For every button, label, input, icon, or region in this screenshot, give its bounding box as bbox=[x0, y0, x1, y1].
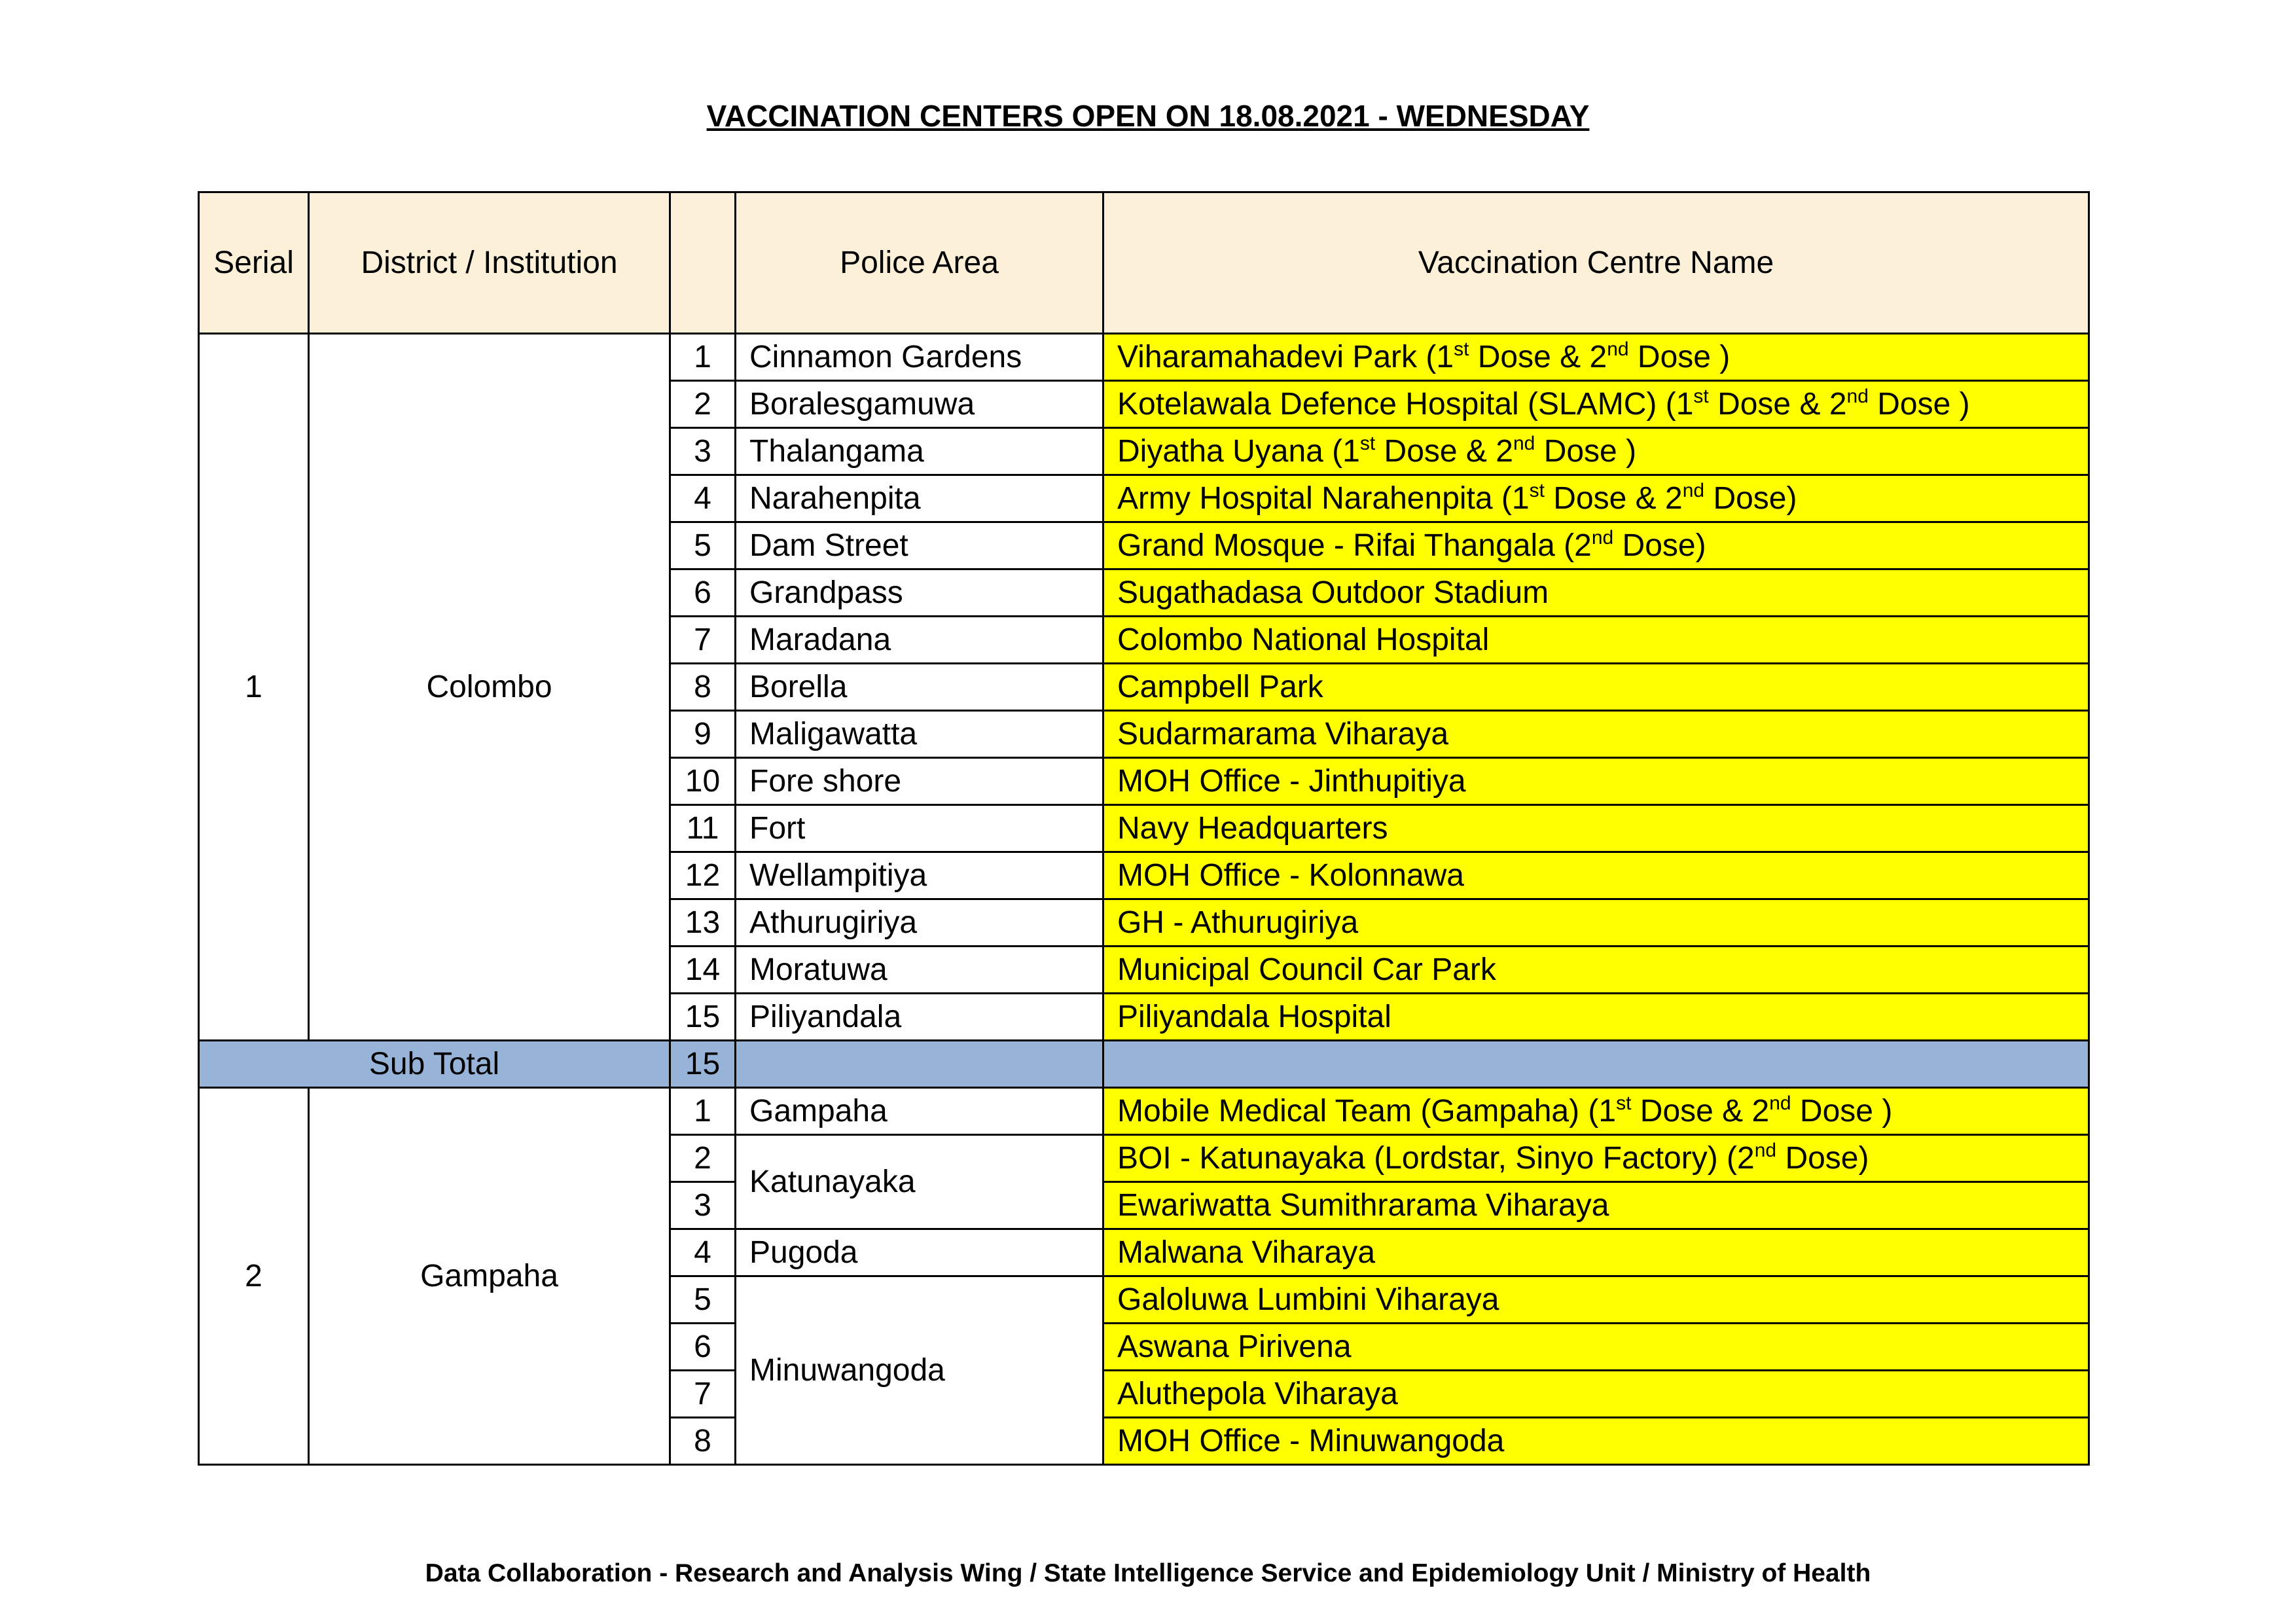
row-number: 12 bbox=[670, 852, 736, 899]
police-area-cell: Katunayaka bbox=[736, 1135, 1103, 1229]
row-number: 4 bbox=[670, 1229, 736, 1276]
district-cell: Colombo bbox=[309, 334, 670, 1041]
row-number: 8 bbox=[670, 664, 736, 711]
vaccination-centre-cell: Grand Mosque - Rifai Thangala (2nd Dose) bbox=[1103, 522, 2089, 569]
police-area-cell: Narahenpita bbox=[736, 475, 1103, 522]
row-number: 15 bbox=[670, 994, 736, 1041]
vaccination-centre-cell: MOH Office - Kolonnawa bbox=[1103, 852, 2089, 899]
vaccination-centre-cell: Army Hospital Narahenpita (1st Dose & 2nd Dose) bbox=[1103, 475, 2089, 522]
table-row bbox=[199, 1088, 2089, 1135]
police-area-cell: Piliyandala bbox=[736, 994, 1103, 1041]
vaccination-centre-cell: Ewariwatta Sumithrarama Viharaya bbox=[1103, 1182, 2089, 1229]
footer-credit: Data Collaboration - Research and Analysis Wing / State Intelligence Service and Epidemiology Unit / Ministry of Health bbox=[425, 1559, 1871, 1587]
row-number: 4 bbox=[670, 475, 736, 522]
vaccination-centre-cell: BOI - Katunayaka (Lordstar, Sinyo Factory) (2nd Dose) bbox=[1103, 1135, 2089, 1182]
vaccination-centre-cell: Galoluwa Lumbini Viharaya bbox=[1103, 1276, 2089, 1324]
vaccination-centre-cell: Viharamahadevi Park (1st Dose & 2nd Dose ) bbox=[1103, 334, 2089, 381]
header-serial: Serial bbox=[199, 192, 309, 334]
table-row bbox=[199, 334, 2089, 381]
vaccination-centre-cell: Diyatha Uyana (1st Dose & 2nd Dose ) bbox=[1103, 428, 2089, 475]
vaccination-centre-cell: Aluthepola Viharaya bbox=[1103, 1371, 2089, 1418]
police-area-cell: Maradana bbox=[736, 617, 1103, 664]
row-number: 10 bbox=[670, 758, 736, 805]
police-area-cell: Pugoda bbox=[736, 1229, 1103, 1276]
vaccination-centre-cell: Malwana Viharaya bbox=[1103, 1229, 2089, 1276]
vaccination-centre-cell: Piliyandala Hospital bbox=[1103, 994, 2089, 1041]
row-number: 9 bbox=[670, 711, 736, 758]
police-area-cell: Moratuwa bbox=[736, 947, 1103, 994]
subtotal-value: 15 bbox=[670, 1041, 736, 1088]
district-cell: Gampaha bbox=[309, 1088, 670, 1465]
police-area-cell: Fore shore bbox=[736, 758, 1103, 805]
subtotal-row bbox=[199, 1041, 2089, 1088]
vaccination-centre-cell: GH - Athurugiriya bbox=[1103, 899, 2089, 947]
header-district: District / Institution bbox=[309, 192, 670, 334]
vaccination-centre-cell: MOH Office - Jinthupitiya bbox=[1103, 758, 2089, 805]
police-area-cell: Fort bbox=[736, 805, 1103, 852]
vaccination-centre-cell: Sudarmarama Viharaya bbox=[1103, 711, 2089, 758]
vaccination-centers-table bbox=[198, 191, 2090, 1466]
vaccination-centre-cell: Kotelawala Defence Hospital (SLAMC) (1st Dose & 2nd Dose ) bbox=[1103, 381, 2089, 428]
subtotal-label: Sub Total bbox=[199, 1041, 670, 1088]
page-title: VACCINATION CENTERS OPEN ON 18.08.2021 - WEDNESDAY bbox=[706, 99, 1590, 133]
vaccination-centre-cell: MOH Office - Minuwangoda bbox=[1103, 1418, 2089, 1465]
police-area-cell: Gampaha bbox=[736, 1088, 1103, 1135]
row-number: 6 bbox=[670, 1324, 736, 1371]
row-number: 2 bbox=[670, 1135, 736, 1182]
police-area-cell: Dam Street bbox=[736, 522, 1103, 569]
vaccination-centre-cell: Campbell Park bbox=[1103, 664, 2089, 711]
row-number: 2 bbox=[670, 381, 736, 428]
police-area-cell: Boralesgamuwa bbox=[736, 381, 1103, 428]
row-number: 7 bbox=[670, 617, 736, 664]
row-number: 7 bbox=[670, 1371, 736, 1418]
row-number: 11 bbox=[670, 805, 736, 852]
table-body bbox=[199, 334, 2089, 1465]
subtotal-empty-centre bbox=[1103, 1041, 2089, 1088]
police-area-cell: Maligawatta bbox=[736, 711, 1103, 758]
vaccination-centre-cell: Colombo National Hospital bbox=[1103, 617, 2089, 664]
vaccination-centre-cell: Municipal Council Car Park bbox=[1103, 947, 2089, 994]
police-area-cell: Grandpass bbox=[736, 569, 1103, 617]
police-area-cell: Cinnamon Gardens bbox=[736, 334, 1103, 381]
row-number: 3 bbox=[670, 1182, 736, 1229]
vaccination-centre-cell: Navy Headquarters bbox=[1103, 805, 2089, 852]
header-centre-name: Vaccination Centre Name bbox=[1103, 192, 2089, 334]
row-number: 3 bbox=[670, 428, 736, 475]
serial-cell: 2 bbox=[199, 1088, 309, 1465]
vaccination-centre-cell: Sugathadasa Outdoor Stadium bbox=[1103, 569, 2089, 617]
police-area-cell: Athurugiriya bbox=[736, 899, 1103, 947]
row-number: 5 bbox=[670, 1276, 736, 1324]
police-area-cell: Wellampitiya bbox=[736, 852, 1103, 899]
police-area-cell: Thalangama bbox=[736, 428, 1103, 475]
vaccination-centre-cell: Mobile Medical Team (Gampaha) (1st Dose & 2nd Dose ) bbox=[1103, 1088, 2089, 1135]
police-area-cell: Minuwangoda bbox=[736, 1276, 1103, 1465]
row-number: 6 bbox=[670, 569, 736, 617]
serial-cell: 1 bbox=[199, 334, 309, 1041]
row-number: 5 bbox=[670, 522, 736, 569]
row-number: 1 bbox=[670, 1088, 736, 1135]
subtotal-empty-police bbox=[736, 1041, 1103, 1088]
row-number: 13 bbox=[670, 899, 736, 947]
header-police-area: Police Area bbox=[736, 192, 1103, 334]
row-number: 8 bbox=[670, 1418, 736, 1465]
header-number bbox=[670, 192, 736, 334]
vaccination-centre-cell: Aswana Pirivena bbox=[1103, 1324, 2089, 1371]
row-number: 14 bbox=[670, 947, 736, 994]
police-area-cell: Borella bbox=[736, 664, 1103, 711]
row-number: 1 bbox=[670, 334, 736, 381]
header-row bbox=[199, 192, 2089, 334]
